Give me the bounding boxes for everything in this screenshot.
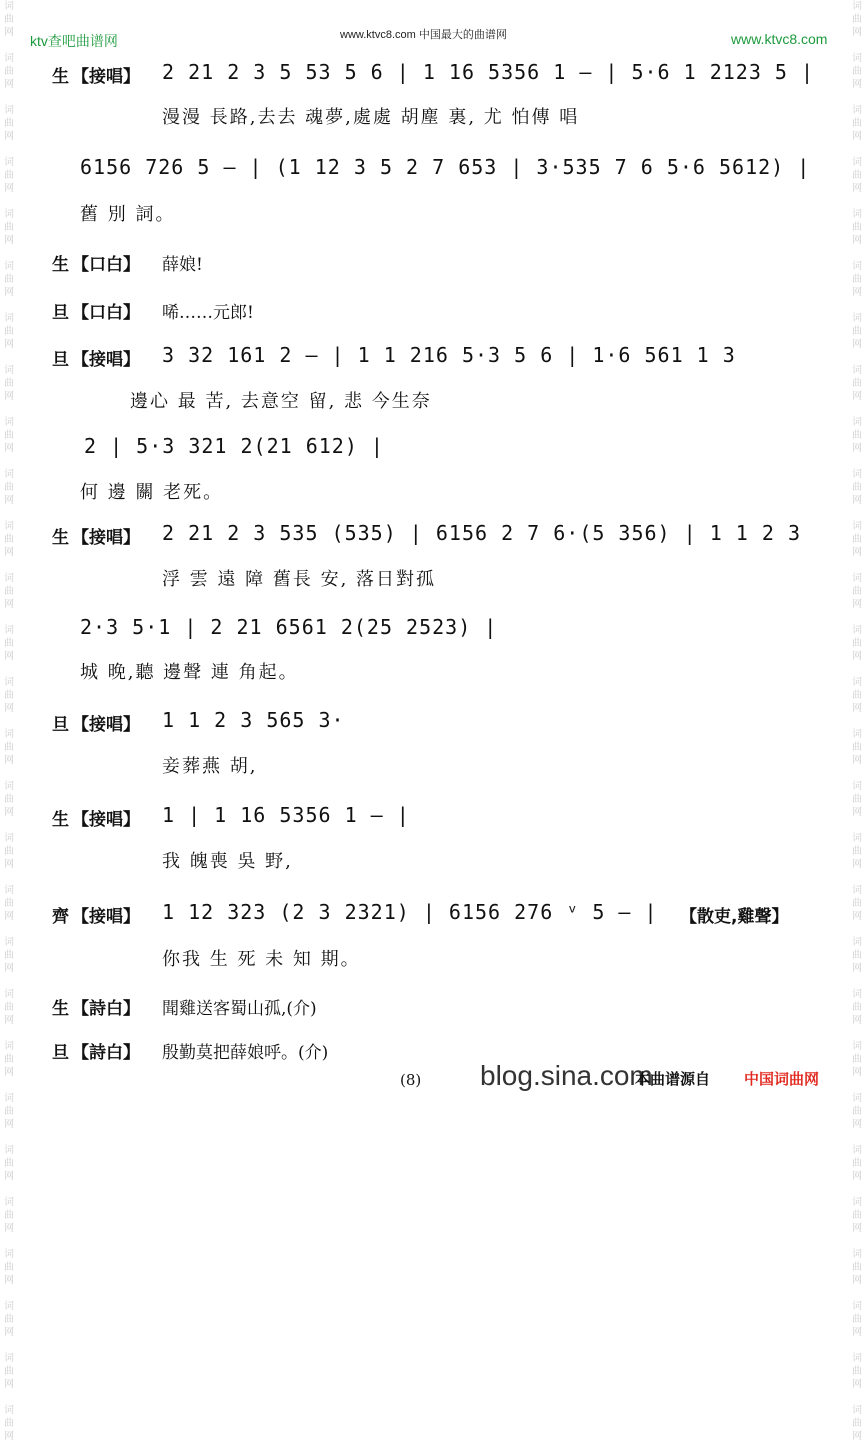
section-tag: 【詩白】 (72, 1043, 140, 1063)
spoken-line: 唏……元郎! (162, 303, 254, 323)
lyric-line: 漫漫 長路,去去 魂夢,處處 胡塵 裏, 尤 怕傳 唱 (162, 107, 580, 128)
notation-line: 6156 726 5 — | (1 12 3 5 2 7 653 | 3·535 7 6 5·6 5612) | (80, 155, 811, 179)
brand-label: 中国词曲网 (744, 1070, 820, 1088)
role-label: 齊 (52, 907, 69, 927)
role-label: 旦 (52, 1043, 69, 1063)
stage-direction: 【散吏,雞聲】 (680, 907, 789, 927)
lyric-line: 你我 生 死 未 知 期。 (162, 949, 361, 970)
notation-line: 2 | 5·3 321 2(21 612) | (84, 434, 384, 458)
section-tag: 【口白】 (72, 303, 140, 323)
site-url: www.ktvc8.com (731, 31, 828, 47)
site-logo-text: ktv查吧曲谱网 (30, 33, 118, 49)
page-number: (8) (400, 1071, 422, 1089)
lyric-line: 舊 別 詞。 (80, 204, 176, 225)
blog-watermark: blog.sina.com (480, 1060, 653, 1091)
role-label: 生 (52, 999, 69, 1019)
section-tag: 【接唱】 (72, 907, 140, 927)
role-label: 旦 (52, 715, 69, 735)
notation-line: 2 21 2 3 5 53 5 6 | 1 16 5356 1 — | 5·6 1 2123 5 | (162, 60, 815, 84)
lyric-line: 妾葬燕 胡, (162, 756, 258, 777)
role-label: 生 (52, 528, 69, 548)
role-label: 旦 (52, 303, 69, 323)
lyric-line: 我 魄喪 吳 野, (162, 851, 293, 872)
lyric-line: 何 邊 關 老死。 (80, 482, 224, 503)
section-tag: 【接唱】 (72, 715, 140, 735)
lyric-line: 邊心 最 苦, 去意空 留, 悲 今生奈 (130, 391, 432, 412)
notation-line: 3 32 161 2 — | 1 1 216 5·3 5 6 | 1·6 561 1 3 (162, 343, 736, 367)
section-tag: 【接唱】 (72, 350, 140, 370)
role-label: 旦 (52, 350, 69, 370)
section-tag: 【口白】 (72, 255, 140, 275)
section-tag: 【詩白】 (72, 999, 140, 1019)
notation-line: 1 1 2 3 565 3· (162, 708, 345, 732)
notation-line: 2 21 2 3 535 (535) | 6156 2 7 6·(5 356) | 1 1 2 3 (162, 521, 802, 545)
section-tag: 【接唱】 (72, 810, 140, 830)
notation-line: 1 12 323 (2 3 2321) | 6156 276 ᵛ 5 — | (162, 900, 658, 924)
section-tag: 【接唱】 (72, 528, 140, 548)
lyric-line: 城 晚,聽 邊聲 連 角起。 (80, 662, 299, 683)
spoken-line: 殷勤莫把薛娘呼。(介) (162, 1043, 329, 1063)
role-label: 生 (52, 810, 69, 830)
notation-line: 2·3 5·1 | 2 21 6561 2(25 2523) | (80, 615, 498, 639)
lyric-line: 浮 雲 遠 障 舊長 安, 落日對孤 (162, 569, 437, 590)
role-label: 生 (52, 67, 69, 87)
notation-line: 1 | 1 16 5356 1 — | (162, 803, 410, 827)
role-label: 生 (52, 255, 69, 275)
section-tag: 【接唱】 (72, 67, 140, 87)
side-watermark-right: 词 曲 网 词 曲 网 词 曲 网 词 曲 网 词 曲 网 词 曲 网 词 曲 网 词 曲 网 词 曲 网 词 曲 网 词 曲 网 词 曲 网 词 曲 网 词 曲 网 词 曲 网 词 曲 网 词 曲 网 词 曲 网 词 曲 网 词 曲 网 词 曲 网 词 曲 网 词 曲 网 词 曲 网 词 曲 网 词 曲 网 词 曲 网 词 曲 网 (852, 1, 862, 1442)
site-slogan: www.ktvc8.com 中国最大的曲谱网 (340, 29, 507, 41)
spoken-line: 薛娘! (162, 255, 203, 275)
side-watermark-left: 词 曲 网 词 曲 网 词 曲 网 词 曲 网 词 曲 网 词 曲 网 词 曲 网 词 曲 网 词 曲 网 词 曲 网 词 曲 网 词 曲 网 词 曲 网 词 曲 网 词 曲 网 词 曲 网 词 曲 网 词 曲 网 词 曲 网 词 曲 网 词 曲 网 词 曲 网 词 曲 网 词 曲 网 词 曲 网 词 曲 网 词 曲 网 词 曲 网 (4, 1, 14, 1442)
source-label: 本曲谱源自 (635, 1070, 711, 1088)
spoken-line: 聞雞送客蜀山孤,(介) (162, 999, 317, 1019)
